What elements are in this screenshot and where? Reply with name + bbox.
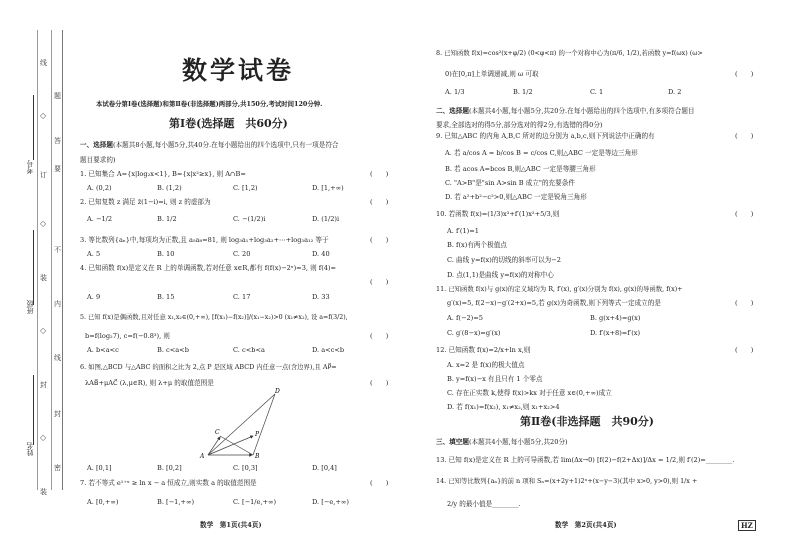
section1-instructions-cont: 题目要求的) [80, 156, 116, 164]
option-c: C. g′(8−x)=g′(x) [447, 329, 501, 337]
question-stem: 4. 已知函数 f(x)是定义在 R 上的单调函数,若对任意 x∈R,都有 f(f(x)−2ˣ)=3, 则 f(4)= [80, 264, 337, 272]
answer-paren: ( ) [735, 210, 754, 218]
section2-instructions-cont: 要求,全部选对的得5分,部分选对的得2分,有选错的得0分) [436, 121, 603, 129]
page-footer-2: 数学 第2页(共4页) [555, 521, 617, 529]
segment-ad [208, 394, 275, 455]
diamond-icon: ◇ [40, 219, 47, 228]
answer-paren: ( ) [370, 379, 389, 387]
question-stem-cont: g′(x)=5, f(2−x)−g′(2+x)=5,若 g(x)为奇函数,则下列等式一定成立的是 [447, 299, 661, 307]
option-a: A. −1/2 [87, 215, 113, 223]
exam-title: 数学试卷 [182, 56, 295, 85]
margin-char: 封 [40, 381, 47, 389]
binding-line-outer-full [37, 30, 38, 490]
part1-heading: 第Ⅰ卷(选择题 共60分) [169, 117, 288, 130]
margin-char: 答 [54, 137, 61, 145]
point-label-p: P [255, 431, 260, 438]
option-b: B. g(x+4)=g(x) [590, 314, 641, 322]
question-14-cont: 2/y 的最小值是________. [447, 500, 521, 508]
point-label-c: C [215, 429, 220, 436]
question-14: 14. 已知等比数列{aₙ}的前 n 项和 Sₙ=(x+2y+1)2ⁿ+(x−y−3)(其中 x>0, y>0),则 1/x + [436, 477, 698, 485]
question-stem: 3. 等比数列{aₙ}中,每项均为正数,且 a₅a₈=81, 则 log₃a₁+log₃a₂+⋯+log₃a₁₂ 等于 [80, 236, 329, 244]
section-text: (本题共4小题,每小题5分,共20分) [468, 438, 568, 446]
margin-char: 装 [40, 274, 47, 282]
answer-paren: ( ) [370, 479, 389, 487]
section-text: (本题共4小题,每小题5分,共20分.在每小题给出的四个选项中,有多项符合题目 [468, 107, 695, 115]
point-label-b: B [255, 453, 260, 460]
answer-paren: ( ) [735, 299, 754, 307]
option-c: C. [1,2) [233, 184, 258, 192]
point-label-a: A [200, 453, 205, 460]
option-c: C. 1 [590, 88, 604, 96]
question-stem: 10. 若函数 f(x)=(1/3)x³+f′(1)x²+5/3,则 [436, 210, 560, 218]
margin-char: 密 [54, 464, 61, 472]
diamond-icon: ◇ [40, 111, 47, 120]
option-b: B. f(x)有两个极值点 [447, 241, 507, 249]
margin-char: 封 [54, 410, 61, 418]
question-stem-cont: λAB⃗+μAC⃗ (λ,μ∈R), 则 λ+μ 的取值范围是 [85, 379, 214, 387]
question-stem: 5. 已知 f(x)是偶函数,且对任意 x₁,x₂∈(0,+∞), [f(x₁)−f(x₂)]/(x₁−x₂)>0 (x₁≠x₂), 设 a=f(3/2), [80, 314, 348, 321]
section3-instructions [436, 439, 568, 446]
option-a: A. [0,+∞) [87, 498, 119, 506]
option-b: B. 若 acos A=bcos B,则△ABC 一定是等腰三角形 [445, 165, 596, 173]
point-label-d: D [275, 388, 280, 395]
section1-instructions [80, 142, 339, 149]
question-stem: 2. 已知复数 z 满足 z̄(1−i)=i, 则 z 的虚部为 [80, 198, 211, 206]
option-d: D. (1/2)i [312, 215, 340, 223]
question-stem-cont: 0)在[0,π]上单调递减,则 ω 可取 [445, 70, 539, 78]
option-b: B. 10 [157, 250, 175, 258]
option-b: B. c<a<b [157, 346, 189, 354]
option-d: D. 2 [668, 88, 682, 96]
question-stem: 11. 已知函数 f(x)与 g(x)的定义域均为 R, f′(x), g′(x)分别为 f(x), g(x)的导函数, f(x)+ [436, 285, 683, 293]
section-text: (本题共8小题,每小题5分,共40分.在每小题给出的四个选项中,只有一项是符合 [112, 141, 339, 149]
question-stem: 9. 已知△ABC 的内角 A,B,C 所对的边分别为 a,b,c,则下列说法中正确的有 [436, 132, 655, 140]
section-head: 一、选择题 [80, 141, 113, 149]
option-a: A. b<a<c [87, 346, 119, 354]
binding-line-inner [62, 30, 63, 490]
hz-badge: HZ [738, 520, 756, 531]
margin-char: 内 [54, 300, 61, 308]
option-c: C. −(1/2)i [233, 215, 266, 223]
option-d: D. 33 [312, 293, 330, 301]
margin-char: 题 [54, 92, 61, 100]
option-c: C. [0,3] [233, 464, 258, 472]
option-d: D. 40 [312, 250, 330, 258]
margin-char: 要 [54, 165, 61, 173]
option-a: A. f′(1)=1 [447, 227, 479, 235]
name-underline [33, 375, 34, 445]
geometry-figure [195, 385, 290, 463]
class-label: 班级 [26, 300, 34, 314]
option-a: A. (0,2) [87, 184, 112, 192]
answer-paren: ( ) [735, 132, 754, 140]
option-d: D. [0,4] [312, 464, 337, 472]
question-stem: 12. 已知函数 f(x)=2/x+ln x,则 [436, 346, 531, 354]
option-d: D. a<c<b [312, 346, 345, 354]
section2-instructions [436, 108, 695, 115]
option-c: C. [−1/e,+∞) [233, 498, 277, 506]
margin-char: 订 [40, 171, 47, 179]
exam-intro: 本试卷分第Ⅰ卷(选择题)和第Ⅱ卷(非选择题)两部分,共150分,考试时间120分钟. [96, 100, 323, 108]
binding-line-middle [51, 30, 52, 490]
option-c: C. 20 [233, 250, 251, 258]
option-c: C. c<b<a [233, 346, 265, 354]
answer-paren: ( ) [735, 70, 754, 78]
option-a: A. 若 a/cos A = b/cos B = c/cos C,则△ABC 一定是等边三角形 [445, 149, 638, 157]
question-stem: 1. 已知集合 A={x|log₂x<1}, B={x|x²≥x}, 则 A∩B= [80, 170, 246, 178]
section-head: 三、填空题 [436, 438, 469, 446]
answer-paren: ( ) [370, 198, 389, 206]
question-stem: 8. 已知函数 f(x)=cos²(x+φ/2) (0<φ<π) 的一个对称中心为(π/6, 1/2),若函数 y=f(ωx) (ω> [436, 49, 703, 57]
answer-paren: ( ) [370, 332, 389, 340]
diamond-icon: ◇ [40, 433, 47, 442]
option-a: A. [0,1] [87, 464, 112, 472]
option-a: A. f(−2)=5 [447, 314, 483, 322]
option-d: D. f′(x+8)=f′(x) [590, 329, 641, 337]
margin-char: 线 [40, 59, 47, 67]
exam-number-label: 考号 [26, 160, 34, 174]
option-d: D. [1,+∞) [312, 184, 344, 192]
name-label: 姓名 [26, 442, 34, 456]
question-stem: 6. 如图,△BCD 与△ABC 的面积之比为 2,点 P 是区域 ABCD 内任意一点(含边界),且 AP⃗= [80, 363, 337, 371]
option-c: C. 曲线 y=f(x)的切线的斜率可以为−2 [447, 256, 561, 264]
segment-db [253, 394, 275, 455]
option-a: A. 5 [87, 250, 101, 258]
page-footer-1: 数学 第1页(共4页) [200, 521, 262, 529]
answer-paren: ( ) [735, 346, 754, 354]
question-13: 13. 已知 f(x)是定义在 R 上的可导函数,若 lim(Δx→0) [f(2)−f(2+Δx)]/Δx = 1/2,则 f′(2)=________. [436, 456, 735, 464]
section-head: 二、选择题 [436, 107, 469, 115]
option-a: A. x=2 是 f(x)的极大值点 [447, 361, 525, 369]
segment-cb [220, 436, 253, 455]
option-b: B. [−1,+∞) [157, 498, 195, 506]
part2-heading: 第Ⅱ卷(非选择题 共90分) [520, 415, 654, 428]
margin-char: 不 [54, 246, 61, 254]
question-stem-cont: b=f(log₂7), c=f(−0.8³), 则 [85, 332, 170, 340]
option-a: A. 9 [87, 293, 101, 301]
class-underline [33, 230, 34, 305]
option-b: B. 15 [157, 293, 175, 301]
option-b: B. 1/2 [513, 88, 533, 96]
option-b: B. 1/2 [157, 215, 177, 223]
answer-paren: ( ) [370, 236, 389, 244]
option-a: A. 1/3 [445, 88, 465, 96]
margin-char: 线 [54, 354, 61, 362]
option-d: D. 若 f(x₁)=f(x₂), x₁≠x₂,则 x₁+x₂>4 [447, 403, 560, 411]
option-d: D. 若 a²+b²−c²>0,则△ABC 一定是锐角三角形 [445, 193, 587, 201]
option-d: D. [−e,+∞) [312, 498, 349, 506]
exam-number-underline [33, 95, 34, 160]
option-c: C. 存在正实数 k,使得 f(x)>kx 对于任意 x∈(0,+∞)成立 [447, 389, 612, 397]
diamond-icon: ◇ [40, 326, 47, 335]
margin-char: 装 [40, 488, 47, 496]
option-c: C. "A>B"是"sin A>sin B 成立"的充要条件 [445, 179, 575, 187]
option-b: B. y=f(x)−x 有且只有 1 个零点 [447, 375, 543, 383]
option-b: B. [0,2] [157, 464, 182, 472]
question-stem: 7. 若不等式 e¹⁺ˣ ≥ ln x − a 恒成立,则实数 a 的取值范围是 [80, 479, 257, 487]
answer-paren: ( ) [370, 170, 389, 178]
option-b: B. (1,2) [157, 184, 182, 192]
option-d: D. 点(1,1)是曲线 y=f(x)的对称中心 [447, 271, 554, 279]
answer-paren: ( ) [370, 278, 389, 286]
option-c: C. 17 [233, 293, 251, 301]
